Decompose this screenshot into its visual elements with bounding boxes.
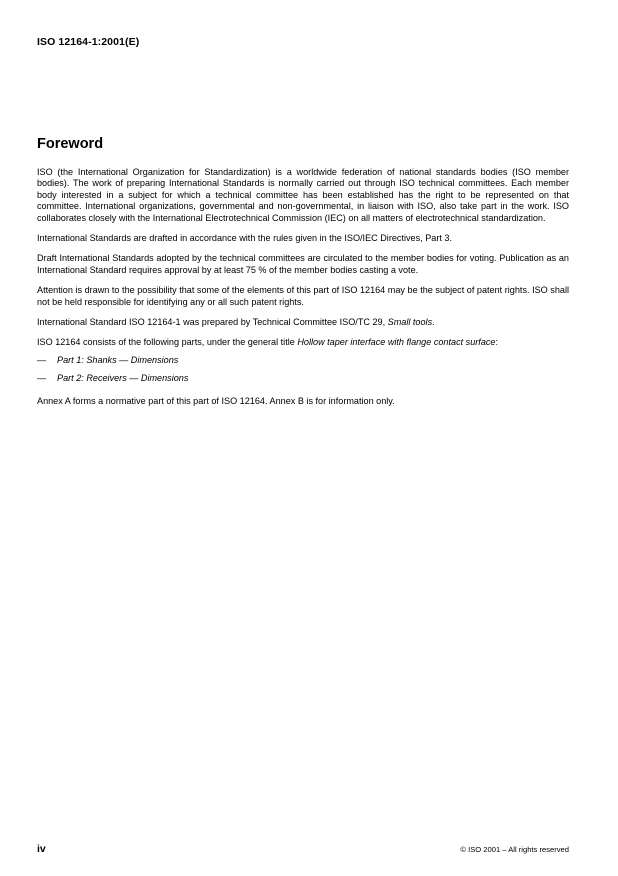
paragraph-annexes: Annex A forms a normative part of this part of ISO 12164. Annex B is for information only. (37, 395, 395, 406)
parts-intro-text: ISO 12164 consists of the following parts, under the general title (37, 337, 298, 348)
paragraph-draft-standards: Draft International Standards adopted by the technical committees are circulated to the member bodies for voting. Publication as an International Standard requires approval by at least 75 % of the member bodies casting a vote. (37, 253, 569, 275)
paragraph-iso-intro: ISO (the International Organization for Standardization) is a worldwide federation of national standards bodies (ISO member bodies). The work of preparing International Standards is normally carried out through ISO technical committees. Each member body interested in a subject for which a technical committee has been established has the right to be represented on that committee. International organizations, governmental and non-governmental, in liaison with ISO, also take part in the work. ISO collaborates closely with the International Electrotechnical Commission (IEC) on all matters of electrotechnical standardization. (37, 167, 569, 223)
list-item-text: Part 2: Receivers — Dimensions (57, 373, 189, 384)
prepared-by-end: . (432, 317, 435, 328)
copyright-notice: © ISO 2001 – All rights reserved (460, 845, 569, 854)
prepared-by-text: International Standard ISO 12164-1 was prepared by Technical Committee ISO/TC 29, (37, 317, 388, 328)
list-item (37, 373, 569, 384)
paragraph-directives: International Standards are drafted in accordance with the rules given in the ISO/IEC Directives, Part 3. (37, 233, 452, 244)
paragraph-patent-rights: Attention is drawn to the possibility that some of the elements of this part of ISO 12164 may be the subject of patent rights. ISO shall not be held responsible for identifying any or all such patent rights. (37, 285, 569, 307)
foreword-body (37, 167, 569, 416)
committee-title: Small tools (387, 317, 433, 328)
document-header-id: ISO 12164-1:2001(E) (37, 36, 140, 48)
list-dash: — (37, 373, 47, 384)
parts-list (37, 355, 569, 384)
paragraph-prepared-by (37, 317, 569, 328)
page-title: Foreword (37, 136, 104, 152)
list-item-text: Part 1: Shanks — Dimensions (57, 355, 179, 366)
list-dash: — (37, 355, 47, 366)
page-number: iv (37, 843, 46, 855)
general-title: Hollow taper interface with flange contact surface (297, 337, 496, 348)
list-item (37, 355, 569, 366)
paragraph-parts-intro (37, 337, 569, 348)
parts-intro-end: : (495, 337, 499, 348)
